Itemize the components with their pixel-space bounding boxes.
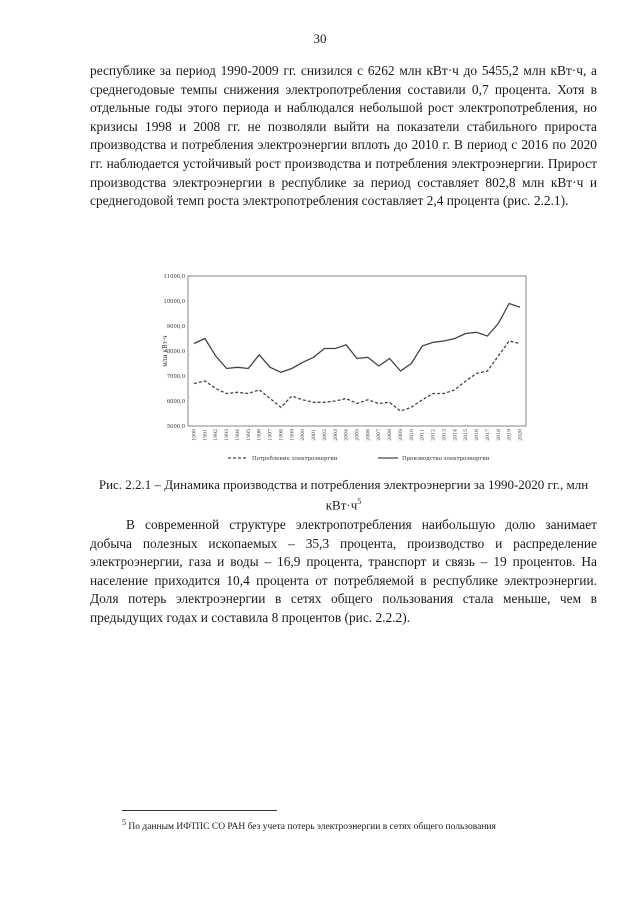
x-tick-label: 2008 (388, 429, 394, 441)
chart-figure (158, 270, 530, 470)
body-paragraph-2: В современной структуре электропотребления наибольшую долю занимает добыча полезных ископаемых – 35,3 процента, производство и распределение электроэнергии, газа и воды – 16,9 процента, транспорт и связь – 19 процентов. На население приходится 10,4 процента от потребляемой в республике электроэнергии. Доля потерь электроэнергии в сетях общего пользования стала меньше, чем в предыдущих годах и составила 8 процентов (рис. 2.2.2). (90, 517, 597, 625)
x-tick-label: 2007 (377, 429, 383, 441)
x-tick-label: 1995 (246, 429, 252, 441)
x-tick-label: 1996 (257, 429, 263, 441)
x-tick-label: 2019 (507, 429, 513, 441)
x-tick-label: 2017 (485, 429, 491, 441)
x-tick-label: 1998 (279, 429, 285, 441)
legend-label-2: Производство электроэнергии (402, 456, 490, 462)
footnote-reference[interactable]: 5 (357, 497, 362, 506)
x-tick-label: 2000 (301, 429, 307, 441)
line-chart (158, 270, 530, 470)
x-tick-label: 1997 (268, 429, 274, 441)
x-tick-label: 2006 (366, 429, 372, 441)
figure-caption-text: Рис. 2.2.1 – Динамика производства и потребления электроэнергии за 1990-2020 гг., млн кВт·ч (98, 477, 589, 513)
y-tick-label: 7000,0 (166, 374, 185, 380)
x-tick-label: 1990 (192, 429, 198, 441)
page-number: 30 (313, 31, 327, 46)
x-tick-label: 1999 (290, 429, 296, 441)
x-tick-label: 2004 (344, 429, 350, 441)
x-tick-label: 2012 (431, 429, 437, 441)
footnote-separator (122, 810, 277, 811)
x-tick-label: 2009 (398, 429, 404, 441)
y-tick-label: 8000,0 (166, 349, 185, 355)
x-tick-label: 2013 (442, 429, 448, 441)
x-tick-label: 2015 (464, 429, 470, 441)
series-line-2 (194, 304, 520, 373)
x-tick-label: 2003 (333, 429, 339, 441)
y-tick-label: 11000,0 (163, 274, 185, 280)
y-tick-label: 10000,0 (163, 299, 185, 305)
x-tick-label: 1993 (225, 429, 231, 441)
x-tick-label: 2001 (312, 429, 318, 441)
x-tick-label: 2011 (420, 429, 426, 441)
x-tick-label: 2020 (518, 429, 524, 441)
footnote-text: По данным ИФТПС СО РАН без учета потерь электроэнергии в сетях общего пользования (128, 822, 496, 833)
legend-label-1: Потребление электроэнергии (252, 456, 338, 462)
y-axis-label: млн кВт·ч (162, 335, 169, 367)
x-tick-label: 2014 (453, 429, 459, 441)
y-tick-label: 6000,0 (166, 399, 185, 405)
body-paragraph-1: республике за период 1990-2009 гг. снизился с 6262 млн кВт·ч до 5455,2 млн кВт·ч, а среднегодовые темпы снижения электропотребления составили 0,7 процента. Хотя в отдельные годы этого периода и наблюдался небольшой рост электропотребления, но кризисы 1998 и 2008 гг. не позволяли выйти на показатели стабильного прироста производства и потребления электроэнергии вплоть до 2010 г. В период с 2016 по 2020 гг. наблюдается устойчивый рост производства и потребления электроэнергии. Прирост производства электроэнергии в республике за период составляет 802,8 млн кВт·ч и среднегодовой темп роста электропотребления составляет 2,4 процента (рис. 2.2.1). (90, 63, 597, 209)
footnote-mark: 5 (122, 818, 126, 827)
y-tick-label: 5000,0 (166, 424, 185, 430)
y-tick-label: 9000,0 (166, 324, 185, 330)
x-tick-label: 2018 (496, 429, 502, 441)
figure-caption (90, 476, 597, 513)
x-tick-label: 1992 (214, 429, 220, 441)
x-tick-label: 1994 (235, 429, 241, 441)
footnote (122, 818, 592, 832)
x-tick-label: 1991 (203, 429, 209, 441)
x-tick-label: 2010 (409, 429, 415, 441)
x-tick-label: 2002 (322, 429, 328, 441)
x-tick-label: 2005 (355, 429, 361, 441)
x-tick-label: 2016 (475, 429, 481, 441)
series-line-1 (194, 341, 520, 411)
